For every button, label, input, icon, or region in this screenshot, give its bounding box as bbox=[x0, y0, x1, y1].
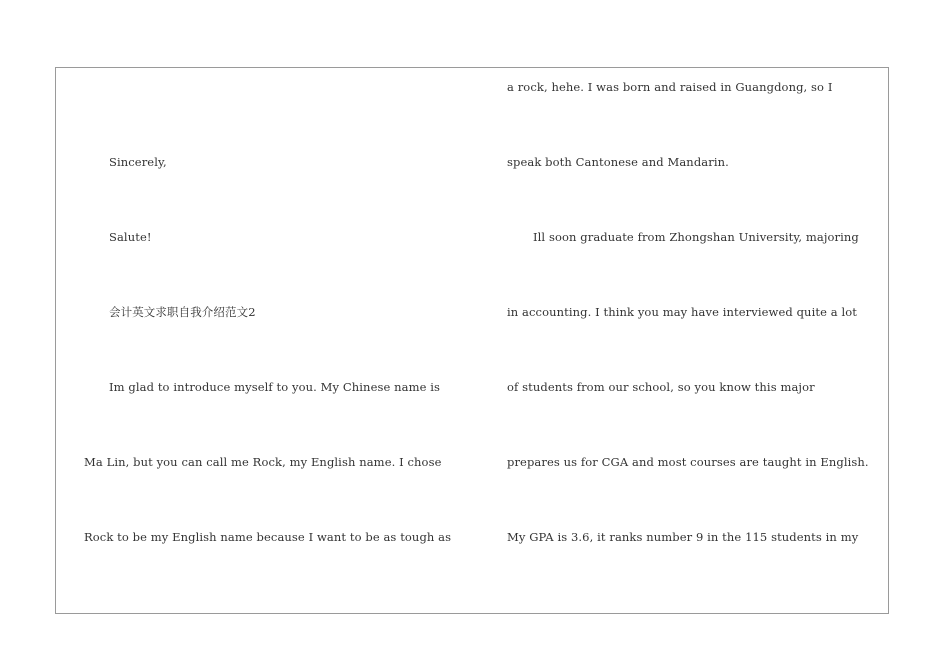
paragraph-line: My GPA is 3.6, it ranks number 9 in the 115 students in my bbox=[507, 530, 859, 544]
paragraph-line: prepares us for CGA and most courses are taught in English. bbox=[507, 455, 869, 469]
paragraph-line: in accounting. I think you may have interviewed quite a lot bbox=[507, 305, 857, 319]
closing-salute: Salute! bbox=[109, 230, 152, 244]
paragraph-line: Im glad to introduce myself to you. My Chinese name is bbox=[109, 380, 441, 394]
paragraph-line: Ill soon graduate from Zhongshan University, majoring bbox=[533, 230, 859, 244]
paragraph-line: Ma Lin, but you can call me Rock, my English name. I chose bbox=[84, 455, 442, 469]
paragraph-line: speak both Cantonese and Mandarin. bbox=[507, 155, 729, 169]
closing-sincerely: Sincerely, bbox=[109, 155, 167, 169]
paragraph-line: Rock to be my English name because I want to be as tough as bbox=[84, 530, 452, 544]
paragraph-line: a rock, hehe. I was born and raised in Guangdong, so I bbox=[507, 80, 833, 94]
section-heading: 会计英文求职自我介绍范文2 bbox=[109, 305, 256, 319]
paragraph-line: of students from our school, so you know this major bbox=[507, 380, 815, 394]
